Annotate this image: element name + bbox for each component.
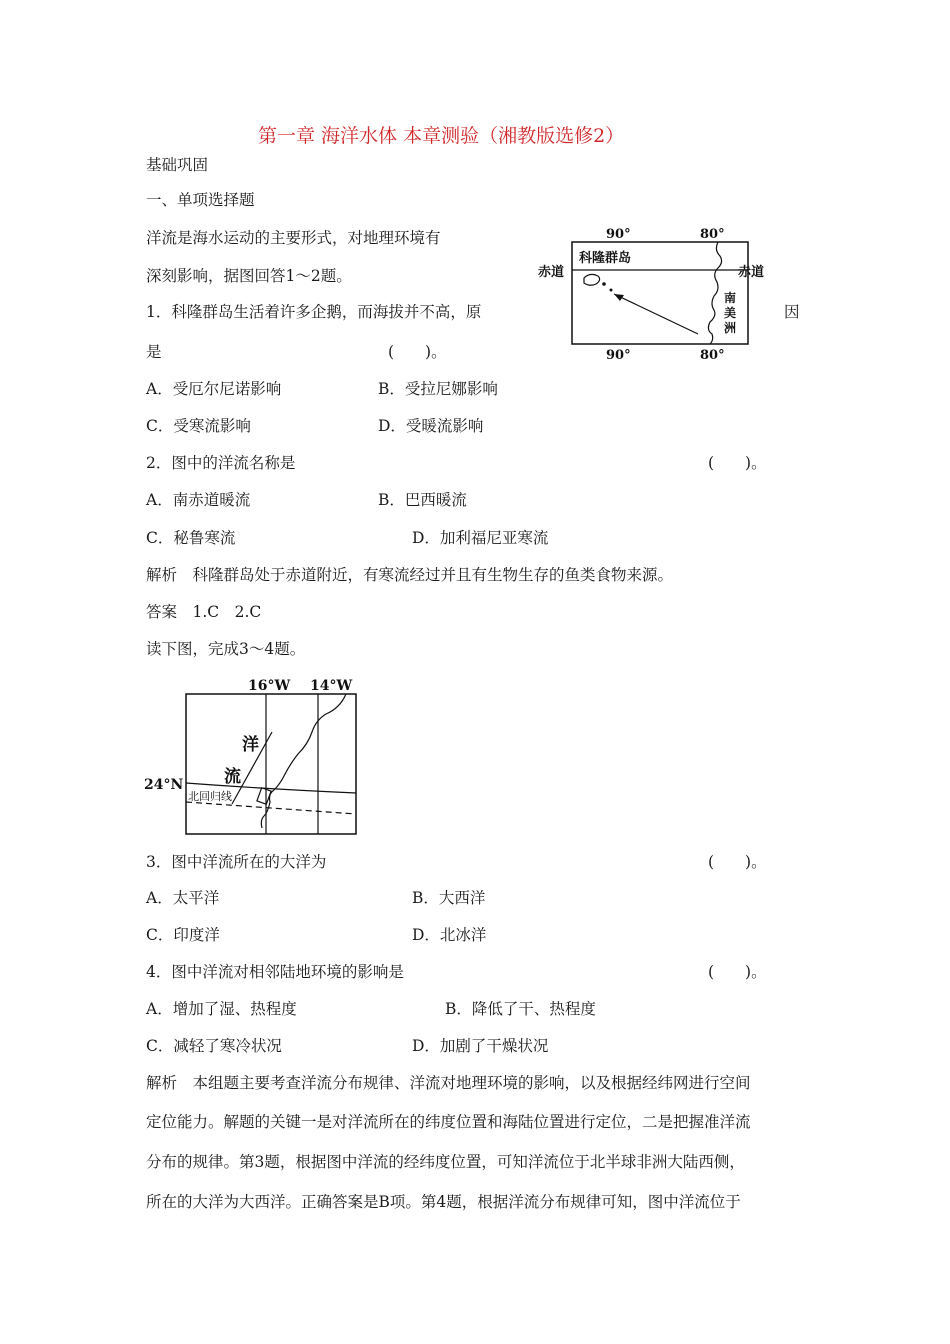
lon-label-top-left: 90° [606, 227, 631, 242]
lon-label-14w: 14°W [310, 678, 353, 694]
q3-answer-blank: ( )。 [708, 853, 767, 871]
q1-answer-blank: ( )。 [388, 343, 447, 361]
analysis-2-line-1: 解析 本组题主要考查洋流分布规律、洋流对地理环境的影响，以及根据经纬网进行空间 [146, 1074, 751, 1092]
q4-answer-blank: ( )。 [708, 963, 767, 981]
q1-option-a: A．受厄尔尼诺影响 [146, 380, 282, 398]
current-label-2: 流 [224, 767, 241, 787]
q1-option-c: C．受寒流影响 [146, 417, 251, 435]
section-heading: 基础巩固 [146, 156, 209, 174]
q1-stem-cont: 因 [784, 303, 800, 321]
q2-option-b: B．巴西暖流 [378, 491, 467, 509]
continent-label-2: 美 [724, 306, 737, 320]
q3-option-b: B．大西洋 [412, 889, 486, 907]
continent-label-3: 洲 [724, 321, 737, 335]
tropic-of-cancer [186, 802, 356, 814]
galapagos-map [532, 222, 782, 364]
lon-label-bottom-right: 80° [700, 348, 725, 363]
map-frame [186, 694, 356, 834]
q2-option-c: C．秘鲁寒流 [146, 529, 236, 547]
current-arrow [614, 294, 698, 334]
islands-box [257, 788, 271, 805]
lon-label-bottom-left: 90° [606, 348, 631, 363]
canary-current-map [140, 672, 370, 842]
q3-option-d: D．北冰洋 [412, 926, 487, 944]
equator-label-right: 赤道 [738, 265, 765, 280]
lon-label-16w: 16°W [248, 678, 291, 694]
page-title: 第一章 海洋水体 本章测验（湘教版选修2） [258, 125, 625, 147]
q1-option-b: B．受拉尼娜影响 [378, 380, 498, 398]
q2-answer-blank: ( )。 [708, 454, 767, 472]
q2-stem: 2．图中的洋流名称是 [146, 454, 296, 472]
q3-option-c: C．印度洋 [146, 926, 220, 944]
q3-stem: 3．图中洋流所在的大洋为 [146, 853, 327, 871]
lon-label-top-right: 80° [700, 227, 725, 242]
coastline [708, 242, 721, 344]
island-shape [584, 274, 600, 285]
tropic-label: 北回归线 [188, 790, 232, 803]
analysis-2-line-4: 所在的大洋为大西洋。正确答案是B项。第4题，根据洋流分布规律可知，图中洋流位于 [146, 1193, 741, 1211]
q3-option-a: A．太平洋 [146, 889, 220, 907]
intro-line-1: 洋流是海水运动的主要形式，对地理环境有 [146, 229, 441, 247]
q4-stem: 4．图中洋流对相邻陆地环境的影响是 [146, 963, 404, 981]
continent-label-1: 南 [724, 291, 737, 305]
lat-label-24n: 24°N [144, 777, 184, 793]
part-heading: 一、单项选择题 [146, 191, 255, 209]
q4-option-c: C．减轻了寒冷状况 [146, 1037, 282, 1055]
answer-1: 答案 1.C 2.C [146, 603, 262, 621]
q4-option-a: A．增加了湿、热程度 [146, 1000, 297, 1018]
q2-option-a: A．南赤道暖流 [146, 491, 251, 509]
islet-dot [610, 289, 613, 292]
coastline [261, 694, 346, 828]
intro-line-2: 深刻影响，据图回答1～2题。 [146, 267, 352, 285]
q2-option-d: D．加利福尼亚寒流 [412, 529, 549, 547]
islet-dot [602, 282, 606, 286]
current-label-1: 洋 [242, 735, 259, 755]
read-prompt: 读下图，完成3～4题。 [146, 640, 306, 658]
q1-option-d: D．受暖流影响 [378, 417, 484, 435]
q1-stem-end: 是 [146, 343, 162, 361]
equator-label-left: 赤道 [538, 265, 565, 280]
islands-label: 科隆群岛 [579, 251, 632, 266]
q1-stem: 1．科隆群岛生活着许多企鹅，而海拔并不高，原 [146, 303, 482, 321]
q4-option-b: B．降低了干、热程度 [445, 1000, 596, 1018]
analysis-2-line-3: 分布的规律。第3题，根据图中洋流的经纬度位置，可知洋流位于北半球非洲大陆西侧， [146, 1153, 745, 1171]
q4-option-d: D．加剧了干燥状况 [412, 1037, 549, 1055]
analysis-1: 解析 科隆群岛处于赤道附近，有寒流经过并且有生物生存的鱼类食物来源。 [146, 566, 674, 584]
analysis-2-line-2: 定位能力。解题的关键一是对洋流所在的纬度位置和海陆位置进行定位，二是把握准洋流 [146, 1113, 751, 1131]
